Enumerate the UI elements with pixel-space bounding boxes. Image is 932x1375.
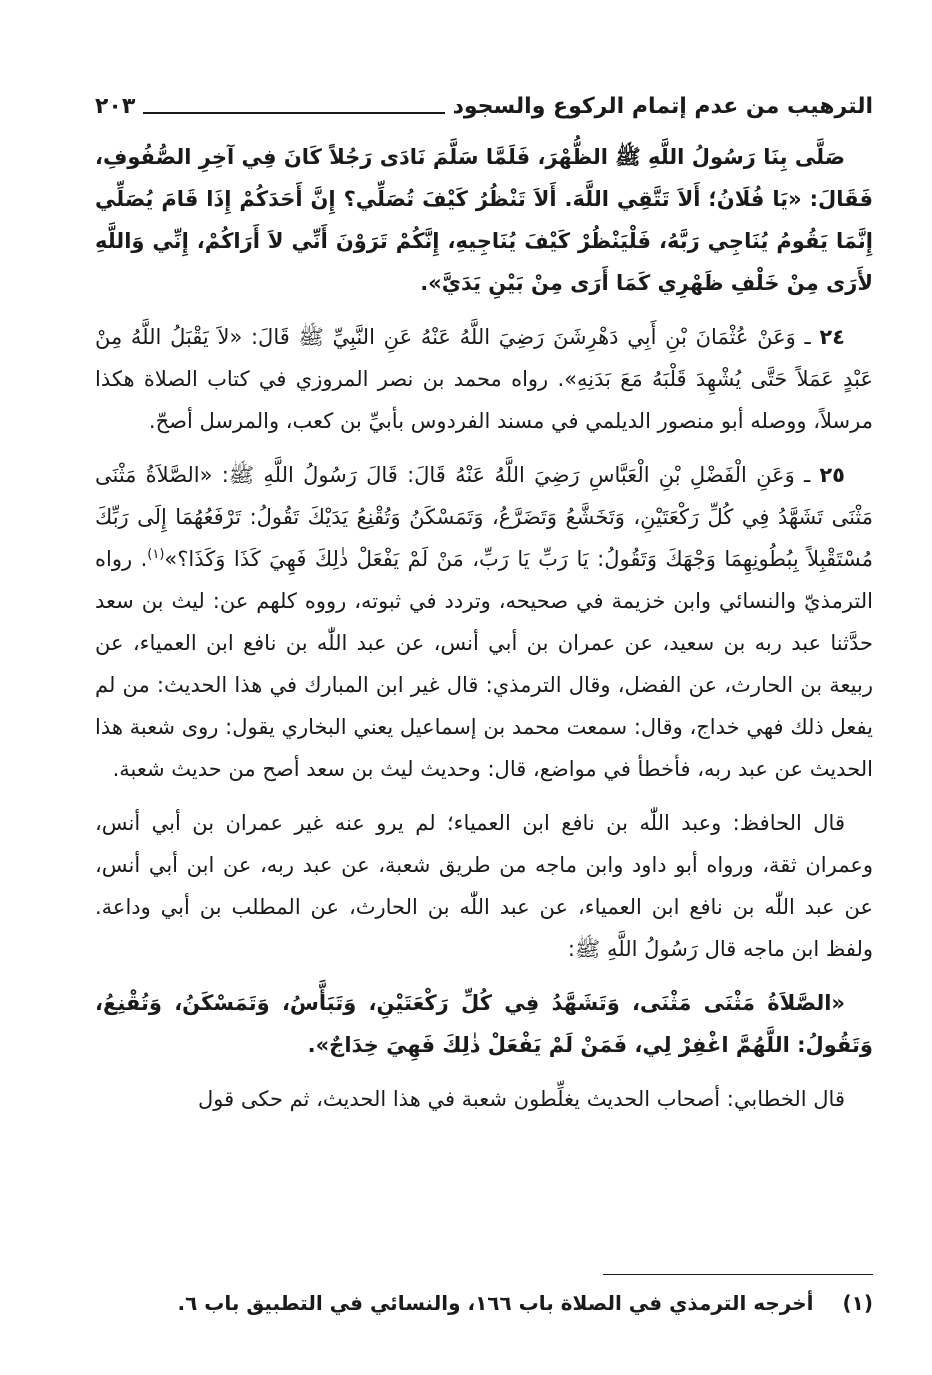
- paragraph-hadith-24: [95, 316, 873, 442]
- paragraph-text: «الصَّلاَةُ مَثْنَى مَثْنَى، وَتَشَهَّدُ فِي كُلِّ رَكْعَتَيْنِ، وَتَبَأَّسُ، وَتَمَسْكَنُ، وَتُقْنِعُ، وَتَقُولُ: اللَّهُمَّ اغْفِرْ لِي، فَمَنْ لَمْ يَفْعَلْ ذٰلِكَ فَهِيَ خِدَاجٌ».: [95, 991, 873, 1057]
- header-rule: [143, 112, 444, 114]
- footnote-mark: (١): [842, 1291, 873, 1315]
- hadith-number: ٢٥: [819, 463, 845, 487]
- paragraph-text-after: . رواه الترمذيّ والنسائي وابن خزيمة في صحيحه، وتردد في ثبوته، رووه كلهم عن: ليث بن سعد حدَّثنا عبد ربه بن سعيد، عن عمران بن أبي أنس، عن عبد اللّٰه بن نافع ابن العمياء، عن ربيعة بن الحارث، عن الفضل، وقال الترمذي: قال غير ابن المبارك في هذا الحديث: من لم يفعل ذلك فهي خداج، وقال: سمعت محمد بن إسماعيل يعني البخاري يقول: روى شعبة هذا الحديث عن عبد ربه، فأخطأ في مواضع، قال: وحديث ليث بن سعد أصح من حديث شعبة.: [95, 547, 873, 781]
- paragraph-text: صَلَّى بِنَا رَسُولُ اللَّهِ ﷺ الظُّهْرَ، فَلَمَّا سَلَّمَ نَادَى رَجُلاً كَانَ فِي آخِرِ الصُّفُوفِ، فَقَالَ: «يَا فُلَانُ؛ أَلاَ تَتَّقِي اللَّهَ. أَلاَ تَنْظُرُ كَيْفَ تُصَلِّي؟ إِنَّ أَحَدَكُمْ إِذَا قَامَ يُصَلِّي إِنَّمَا يَقُومُ يُنَاجِي رَبَّهُ، فَلْيَنْظُرْ كَيْفَ يُنَاجِيهِ، إِنَّكُمْ تَرَوْنَ أَنِّي لاَ أَرَاكُمْ، إِنِّي وَاللَّهِ لأَرَى مِنْ خَلْفِ ظَهْرِي كَمَا أَرَى مِنْ بَيْنِ يَدَيَّ».: [95, 145, 873, 295]
- paragraph-text: ـ وَعَنْ عُثْمَانَ بْنِ أَبِي دَهْرِشَنَ رَضِيَ اللَّهُ عَنْهُ عَنِ النَّبِيِّ ﷺ قَالَ: «لاَ يَقْبَلُ اللَّهُ مِنْ عَبْدٍ عَمَلاً حَتَّى يُشْهِدَ قَلْبَهُ مَعَ بَدَنِهِ». رواه محمد بن نصر المروزي في كتاب الصلاة هكذا مرسلاً، ووصله أبو منصور الديلمي في مسند الفردوس بأبيِّ بن كعب، والمرسل أصحّ.: [95, 325, 873, 433]
- paragraph-khattabi-comment: [95, 1078, 873, 1120]
- running-title: الترهيب من عدم إتمام الركوع والسجود: [452, 94, 873, 119]
- paragraph-hafiz-comment: [95, 802, 873, 970]
- footnote: [95, 1286, 873, 1320]
- page-number: ٢٠٣: [95, 94, 136, 119]
- book-page: [95, 88, 873, 1328]
- footnote-divider: [603, 1274, 873, 1275]
- footnote-reference[interactable]: (١): [147, 547, 165, 562]
- body-text: [95, 136, 873, 1120]
- paragraph-text: ـ وَعَنِ الْفَضْلِ بْنِ الْعَبَّاسِ رَضِيَ اللَّهُ عَنْهُ قَالَ: قَالَ رَسُولُ اللَّهِ ﷺ: «الصَّلاَةُ مَثْنَى مَثْنَى تَشَهَّدُ فِي كُلِّ رَكْعَتَيْنِ، وَتَخَشَّعُ وَتَضَرَّعُ، وَتَمَسْكَنُ وَتُقْنِعُ يَدَيْكَ تَقُولُ: تَرْفَعُهُمَا إِلَى رَبِّكَ مُسْتَقْبِلاً بِبُطُونِهِمَا وَجْهَكَ وَتَقُولُ: يَا رَبِّ يَا رَبِّ، مَنْ لَمْ يَفْعَلْ ذٰلِكَ فَهِيَ كَذَا وَكَذَا؟»: [95, 463, 873, 571]
- paragraph-text: قال الخطابي: أصحاب الحديث يغلِّطون شعبة في هذا الحديث، ثم حكى قول: [198, 1087, 845, 1111]
- paragraph-hadith-continuation: [95, 136, 873, 304]
- paragraph-hadith-25: [95, 454, 873, 790]
- page-header: [95, 88, 873, 122]
- footnote-text: أخرجه الترمذي في الصلاة باب ١٦٦، والنسائي في التطبيق باب ٦.: [177, 1291, 814, 1315]
- paragraph-text: قال الحافظ: وعبد اللّٰه بن نافع ابن العمياء؛ لم يرو عنه غير عمران بن أبي أنس، وعمران ثقة، ورواه أبو داود وابن ماجه من طريق شعبة، عن عبد ربه، عن ابن أبي أنس، عن عبد اللّٰه بن نافع ابن العمياء، عن عبد اللّٰه بن الحارث، عن المطلب بن أبي وداعة. ولفظ ابن ماجه قال رَسُولُ اللَّهِ ﷺ:: [95, 811, 873, 961]
- paragraph-ibn-majah-wording: [95, 982, 873, 1066]
- hadith-number: ٢٤: [819, 325, 845, 349]
